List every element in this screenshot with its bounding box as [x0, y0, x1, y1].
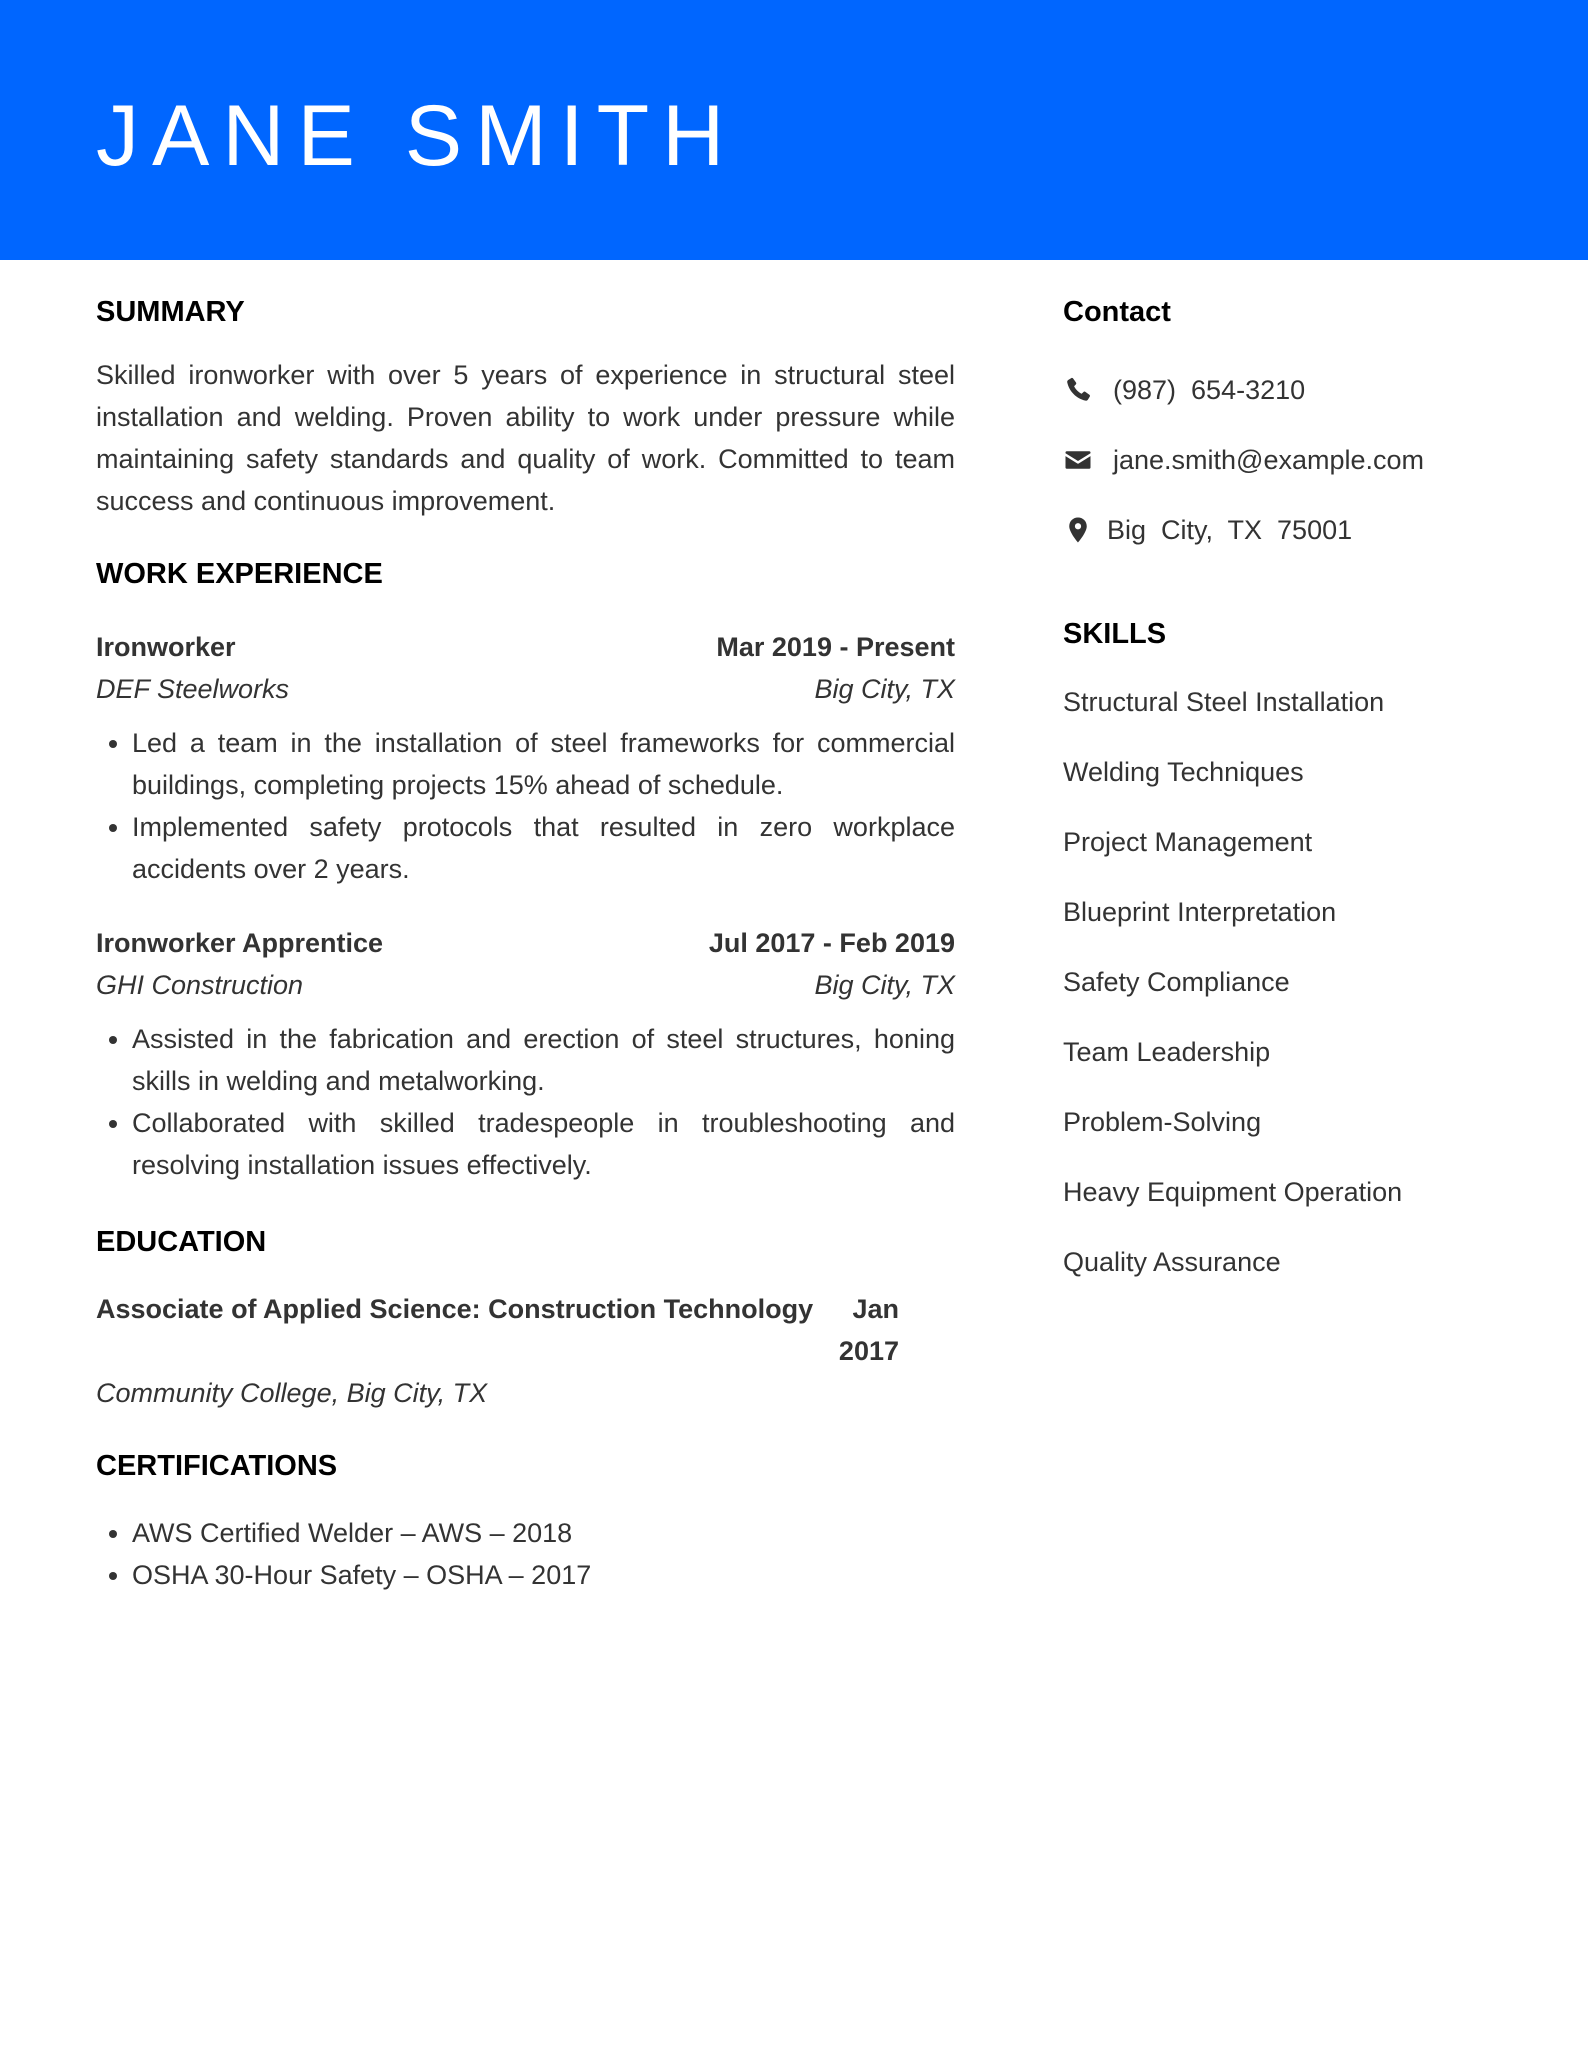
sidebar-column	[1063, 292, 1523, 1312]
job-dates: Mar 2019 - Present	[716, 632, 955, 662]
job-bullet: • Collaborated with skilled tradespeople in troubleshooting and resolving installation issues effectively.	[132, 1102, 955, 1186]
skills-heading: SKILLS	[1063, 618, 1167, 650]
certifications-list	[96, 1512, 955, 1596]
skill-item: Structural Steel Installation	[1063, 687, 1385, 717]
contact-phone	[1063, 370, 1523, 410]
job-bullet: • Led a team in the installation of steel frameworks for commercial buildings, completing projects 15% ahead of schedule.	[132, 722, 955, 806]
certifications-heading: CERTIFICATIONS	[96, 1450, 338, 1482]
job-bullets	[96, 722, 955, 890]
education-date: Jan 2017	[838, 1294, 899, 1366]
job-bullets	[96, 1018, 955, 1186]
job-location: Big City, TX	[814, 674, 955, 704]
contact-heading: Contact	[1063, 296, 1171, 328]
job-entry	[96, 922, 955, 1186]
skill-item: Quality Assurance	[1063, 1247, 1281, 1277]
candidate-name: JANE SMITH	[96, 88, 738, 184]
contact-email	[1063, 440, 1523, 480]
summary-heading: SUMMARY	[96, 296, 245, 328]
summary-text: Skilled ironworker with over 5 years of experience in structural steel installation and welding. Proven ability to work under pressure while maintaining safety standards and quality of work. Committed to team success and continuous improvement.	[96, 360, 955, 516]
job-location: Big City, TX	[814, 970, 955, 1000]
map-pin-icon	[1063, 515, 1093, 545]
phone-icon	[1063, 375, 1093, 405]
job-company: DEF Steelworks	[96, 674, 290, 704]
skills-list	[1063, 682, 1523, 1282]
education-school: Community College, Big City, TX	[96, 1378, 488, 1408]
skill-item: Welding Techniques	[1063, 757, 1304, 787]
certification-item: • OSHA 30-Hour Safety – OSHA – 2017	[132, 1554, 955, 1596]
skill-item: Safety Compliance	[1063, 967, 1290, 997]
envelope-icon	[1063, 445, 1093, 475]
job-role: Ironworker	[96, 632, 236, 662]
job-entry	[96, 626, 955, 890]
main-column	[96, 292, 955, 1596]
skill-item: Problem-Solving	[1063, 1107, 1262, 1137]
job-dates: Jul 2017 - Feb 2019	[708, 928, 955, 958]
contact-address	[1063, 510, 1523, 550]
job-company: GHI Construction	[96, 970, 304, 1000]
email-address[interactable]: jane.smith@example.com	[1113, 445, 1425, 475]
job-bullet: • Implemented safety protocols that resulted in zero workplace accidents over 2 years.	[132, 806, 955, 890]
job-role: Ironworker Apprentice	[96, 928, 384, 958]
phone-number[interactable]: (987) 654-3210	[1113, 375, 1306, 405]
skill-item: Heavy Equipment Operation	[1063, 1177, 1403, 1207]
skill-item: Blueprint Interpretation	[1063, 897, 1337, 927]
header-banner	[0, 0, 1588, 260]
address-text: Big City, TX 75001	[1107, 515, 1353, 545]
education-degree: Associate of Applied Science: Construction Technology	[96, 1294, 814, 1324]
work-experience-heading: WORK EXPERIENCE	[96, 558, 383, 590]
education-heading: EDUCATION	[96, 1226, 267, 1258]
skill-item: Project Management	[1063, 827, 1313, 857]
certification-item: • AWS Certified Welder – AWS – 2018	[132, 1512, 955, 1554]
skill-item: Team Leadership	[1063, 1037, 1271, 1067]
job-bullet: • Assisted in the fabrication and erection of steel structures, honing skills in welding and metalworking.	[132, 1018, 955, 1102]
education-entry	[96, 1288, 955, 1414]
